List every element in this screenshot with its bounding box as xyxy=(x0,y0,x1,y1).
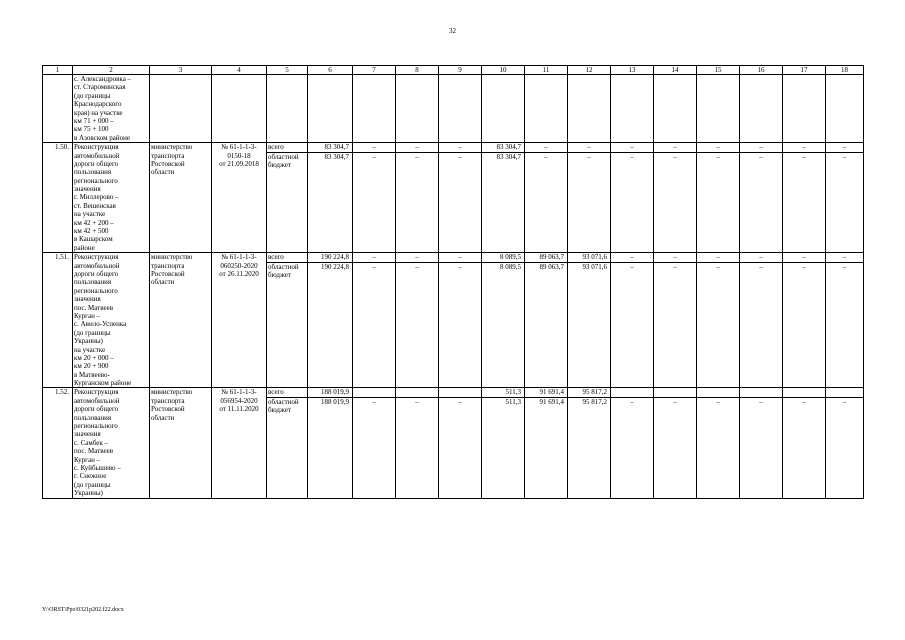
value-total xyxy=(697,388,740,397)
value-regional: – xyxy=(611,152,654,253)
page-number: 32 xyxy=(449,27,456,35)
text-line: пользования xyxy=(74,168,112,177)
text-line: км 42 + 200 – xyxy=(74,218,114,227)
source-regional xyxy=(267,152,308,253)
text-line: Краснодарского xyxy=(74,100,122,109)
text-line: от 21.09.2018 xyxy=(219,159,259,168)
text-line: области xyxy=(151,278,175,287)
text-line: 0150-18 xyxy=(227,151,251,160)
text-line: бюджет xyxy=(268,406,291,415)
column-header-11: 11 xyxy=(525,66,568,75)
text-line: значения xyxy=(74,430,101,439)
text-line: г. Снежное xyxy=(74,472,107,481)
value-total: – xyxy=(654,143,697,152)
column-header-16: 16 xyxy=(740,66,783,75)
value-regional: – xyxy=(697,397,740,498)
column-number-row xyxy=(43,66,864,75)
column-header-1: 1 xyxy=(43,66,73,75)
value-regional: – xyxy=(826,262,864,388)
value-regional: 89 063,7 xyxy=(525,262,568,388)
text-line: км 20 + 900 xyxy=(74,362,109,371)
value-total xyxy=(611,388,654,397)
value-regional: – xyxy=(611,262,654,388)
value-regional: – xyxy=(439,262,482,388)
column-header-6: 6 xyxy=(308,66,353,75)
text-line: (до границы xyxy=(74,91,111,100)
value-total: – xyxy=(396,253,439,262)
text-line: областной xyxy=(268,152,299,161)
text-line: км 71 + 000 – xyxy=(74,116,114,125)
source-regional xyxy=(267,262,308,388)
value-total: – xyxy=(740,253,783,262)
object-name-cell xyxy=(73,253,150,388)
value-regional: 8 089,5 xyxy=(482,262,525,388)
value-regional: – xyxy=(783,262,826,388)
text-line: автомобильной xyxy=(74,261,120,270)
text-line: с. Самбек – xyxy=(74,438,109,447)
value-regional: – xyxy=(568,152,611,253)
value-total: – xyxy=(654,253,697,262)
project-row-total xyxy=(43,143,864,152)
text-line: № 61-1-1-3- xyxy=(221,143,257,152)
text-line: дороги общего xyxy=(74,405,119,414)
text-line: Ростовской xyxy=(151,405,185,414)
text-line: области xyxy=(151,413,175,422)
value-total: 95 817,2 xyxy=(568,388,611,397)
value-total: – xyxy=(439,143,482,152)
text-line: с. Александровка – xyxy=(74,75,132,83)
value-total: – xyxy=(353,143,396,152)
text-line: Курган – xyxy=(74,311,101,320)
text-line: Украины) xyxy=(74,489,103,498)
text-line: областной xyxy=(268,262,299,271)
value-total: – xyxy=(353,253,396,262)
value-total: – xyxy=(611,143,654,152)
value-total: – xyxy=(439,253,482,262)
project-row-total xyxy=(43,388,864,397)
value-total xyxy=(396,388,439,397)
source-total: всего xyxy=(267,388,308,397)
value-regional: – xyxy=(439,397,482,498)
project-row-total xyxy=(43,253,864,262)
text-line: Реконструкция xyxy=(74,253,119,262)
value-regional: – xyxy=(439,152,482,253)
value-total: – xyxy=(783,253,826,262)
text-line: значения xyxy=(74,185,101,194)
value-total: 91 691,4 xyxy=(525,388,568,397)
value-total: – xyxy=(611,253,654,262)
text-line: края) на участке xyxy=(74,108,123,117)
column-header-4: 4 xyxy=(212,66,267,75)
value-total: – xyxy=(826,253,864,262)
project-number: 1.50. xyxy=(43,143,73,253)
text-line: Ростовской xyxy=(151,159,185,168)
value-regional: 188 019,9 xyxy=(308,397,353,498)
value-regional: – xyxy=(740,262,783,388)
text-line: дороги общего xyxy=(74,269,119,278)
value-total xyxy=(783,388,826,397)
value-regional: – xyxy=(396,397,439,498)
value-regional: – xyxy=(396,152,439,253)
value-regional: 91 691,4 xyxy=(525,397,568,498)
source-total: всего xyxy=(267,253,308,262)
customer-cell xyxy=(150,143,212,253)
text-line: бюджет xyxy=(268,160,291,169)
financing-table xyxy=(42,65,864,499)
text-line: (до границы xyxy=(74,328,111,337)
object-name-cell xyxy=(73,388,150,498)
text-line: бюджет xyxy=(268,271,291,279)
value-total xyxy=(654,388,697,397)
text-line: км 42 + 500 xyxy=(74,227,109,236)
text-line: № 61-1-1-3- xyxy=(221,253,257,262)
source-regional xyxy=(267,397,308,498)
continuation-row xyxy=(43,75,864,143)
value-regional: 83 304,7 xyxy=(482,152,525,253)
text-line: транспорта xyxy=(151,261,185,270)
text-line: км 75 + 100 xyxy=(74,125,109,134)
text-line: Курган – xyxy=(74,455,101,464)
text-line: г. Миллерово – xyxy=(74,193,119,202)
value-total xyxy=(826,388,864,397)
text-line: пос. Матвеев xyxy=(74,303,114,312)
text-line: области xyxy=(151,168,175,177)
value-regional: – xyxy=(611,397,654,498)
text-line: (до границы xyxy=(74,480,111,489)
value-total: 8 089,5 xyxy=(482,253,525,262)
value-regional: – xyxy=(654,262,697,388)
value-regional: 95 817,2 xyxy=(568,397,611,498)
text-line: Ростовской xyxy=(151,269,185,278)
file-path-footer: Y:\ORST\Ppo\0321p202.f22.docx xyxy=(42,607,124,613)
column-header-3: 3 xyxy=(150,66,212,75)
text-line: регионального xyxy=(74,422,118,431)
value-regional: – xyxy=(740,152,783,253)
text-line: министерство xyxy=(151,253,193,262)
text-line: регионального xyxy=(74,286,118,295)
text-line: ст. Староминская xyxy=(74,83,126,92)
value-regional: – xyxy=(353,262,396,388)
source-total: всего xyxy=(267,143,308,152)
value-regional: – xyxy=(353,152,396,253)
column-header-9: 9 xyxy=(439,66,482,75)
text-line: министерство xyxy=(151,388,193,397)
text-line: значения xyxy=(74,295,101,304)
expertise-doc-cell xyxy=(212,253,267,388)
text-line: с. Авило-Успенка xyxy=(74,320,127,329)
value-total: – xyxy=(697,143,740,152)
text-line: в Кашарском xyxy=(74,235,113,244)
value-regional: – xyxy=(826,152,864,253)
cell-no xyxy=(43,75,73,143)
value-regional: – xyxy=(826,397,864,498)
column-header-7: 7 xyxy=(353,66,396,75)
text-line: км 20 + 000 – xyxy=(74,353,114,362)
value-regional: – xyxy=(525,152,568,253)
expertise-doc-cell xyxy=(212,143,267,253)
project-number: 1.52. xyxy=(43,388,73,498)
text-line: областной xyxy=(268,397,299,406)
value-regional: – xyxy=(783,397,826,498)
text-line: районе xyxy=(74,243,95,252)
value-regional: – xyxy=(654,152,697,253)
column-header-8: 8 xyxy=(396,66,439,75)
value-regional: 511,3 xyxy=(482,397,525,498)
text-line: в Матвеево- xyxy=(74,370,110,379)
text-line: Украины) xyxy=(74,337,103,346)
value-regional: 93 071,6 xyxy=(568,262,611,388)
text-line: министерство xyxy=(151,143,193,152)
customer-cell xyxy=(150,388,212,498)
text-line: автомобильной xyxy=(74,396,120,405)
text-line: № 61-1-1-3- xyxy=(221,388,257,397)
value-regional: 190 224,8 xyxy=(308,262,353,388)
value-total: 89 063,7 xyxy=(525,253,568,262)
column-header-17: 17 xyxy=(783,66,826,75)
text-line: на участке xyxy=(74,345,106,354)
project-number: 1.51. xyxy=(43,253,73,388)
text-line: Реконструкция xyxy=(74,388,119,397)
value-total xyxy=(353,388,396,397)
column-header-12: 12 xyxy=(568,66,611,75)
value-total: – xyxy=(396,143,439,152)
value-total xyxy=(439,388,482,397)
text-line: с. Куйбышево – xyxy=(74,463,121,472)
column-header-18: 18 xyxy=(826,66,864,75)
value-regional: 83 304,7 xyxy=(308,152,353,253)
text-line: транспорта xyxy=(151,151,185,160)
value-total: 83 304,7 xyxy=(308,143,353,152)
object-name-cell xyxy=(73,143,150,253)
value-regional: – xyxy=(654,397,697,498)
text-line: Курганском районе xyxy=(74,379,132,388)
value-total: 188 019,9 xyxy=(308,388,353,397)
value-total: 511,3 xyxy=(482,388,525,397)
value-total: – xyxy=(783,143,826,152)
value-total: – xyxy=(697,253,740,262)
value-total: 190 224,8 xyxy=(308,253,353,262)
text-line: Реконструкция xyxy=(74,143,119,152)
table-body xyxy=(43,66,864,499)
value-regional: – xyxy=(697,262,740,388)
text-line: пос. Матвеев xyxy=(74,447,114,456)
text-line: автомобильной xyxy=(74,151,120,160)
value-total: 93 071,6 xyxy=(568,253,611,262)
text-line: ст. Вешенская xyxy=(74,201,116,210)
customer-cell xyxy=(150,253,212,388)
column-header-5: 5 xyxy=(267,66,308,75)
column-header-2: 2 xyxy=(73,66,150,75)
value-total: – xyxy=(740,143,783,152)
column-header-15: 15 xyxy=(697,66,740,75)
value-regional: – xyxy=(740,397,783,498)
text-line: на участке xyxy=(74,210,106,219)
column-header-10: 10 xyxy=(482,66,525,75)
expertise-doc-cell xyxy=(212,388,267,498)
text-line: пользования xyxy=(74,278,112,287)
text-line: от 11.11.2020 xyxy=(219,405,259,414)
text-line: 056954-2020 xyxy=(220,396,258,405)
object-name-cell xyxy=(73,75,150,143)
value-regional: – xyxy=(353,397,396,498)
value-total: – xyxy=(525,143,568,152)
value-total: – xyxy=(826,143,864,152)
text-line: транспорта xyxy=(151,396,185,405)
value-regional: – xyxy=(396,262,439,388)
value-total: 83 304,7 xyxy=(482,143,525,152)
text-line: от 26.11.2020 xyxy=(219,269,259,278)
value-regional: – xyxy=(783,152,826,253)
value-total: – xyxy=(568,143,611,152)
value-regional: – xyxy=(697,152,740,253)
text-line: регионального xyxy=(74,176,118,185)
text-line: 060250-2020 xyxy=(220,261,258,270)
value-total xyxy=(740,388,783,397)
text-line: пользования xyxy=(74,413,112,422)
text-line: в Азовском районе xyxy=(74,133,131,142)
text-line: дороги общего xyxy=(74,159,119,168)
column-header-14: 14 xyxy=(654,66,697,75)
column-header-13: 13 xyxy=(611,66,654,75)
